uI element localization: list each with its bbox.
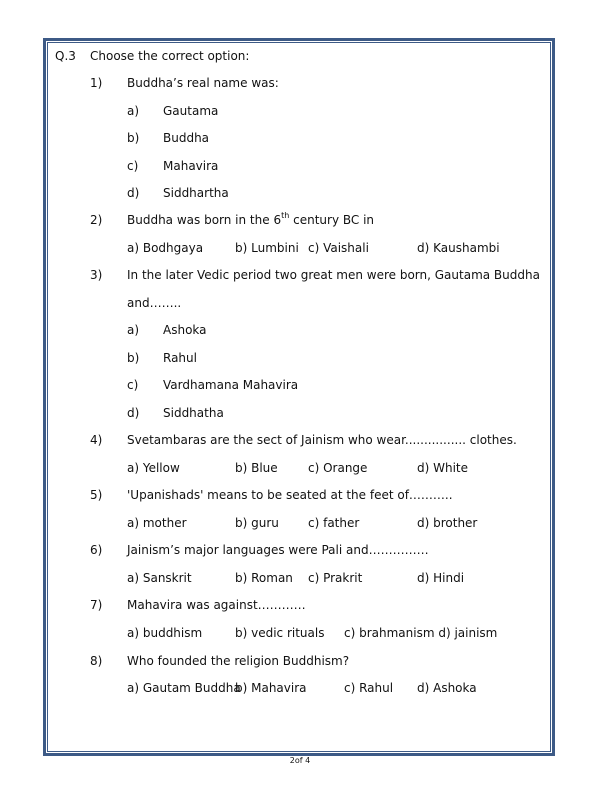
option: b) Lumbini (235, 241, 299, 255)
option: d) Kaushambi (417, 241, 500, 255)
option-text: Vardhamana Mahavira (163, 378, 299, 392)
option-letter: d) (127, 406, 140, 420)
option-text: Mahavira (163, 159, 219, 173)
superscript: th (281, 211, 290, 220)
option: a) mother (127, 516, 187, 530)
option-letter: b) (127, 131, 140, 145)
question-number: 1) (90, 76, 103, 90)
option-letter: b) (127, 351, 140, 365)
option: c) Prakrit (308, 571, 363, 585)
option: a) Yellow (127, 461, 180, 475)
option: a) Bodhgaya (127, 241, 204, 255)
question-text: Who founded the religion Buddhism? (127, 654, 350, 668)
option: a) buddhism (127, 626, 203, 640)
question-text: Buddha’s real name was: (127, 76, 279, 90)
option-letter: a) (127, 104, 140, 118)
option: c) father (308, 516, 360, 530)
option: c) Vaishali (308, 241, 369, 255)
question-text: 'Upanishads' means to be seated at the feet of……….. (127, 488, 453, 502)
option: d) White (417, 461, 469, 475)
question-text: In the later Vedic period two great men were born, Gautama Buddha (127, 268, 540, 282)
option-letter: a) (127, 323, 140, 337)
page-number: 2of 4 (289, 756, 311, 765)
question-text: Buddha was born in the 6th century BC in (127, 211, 375, 227)
question-number: 4) (90, 433, 103, 447)
question-text-continued: and…….. (127, 296, 182, 310)
option-text: Gautama (163, 104, 219, 118)
option: b) vedic rituals (235, 626, 325, 640)
section-instruction: Choose the correct option: (90, 49, 250, 63)
option: b) guru (235, 516, 279, 530)
option-letter: c) (127, 378, 139, 392)
question-text: Jainism’s major languages were Pali and…………… (127, 543, 429, 557)
option-letter: d) (127, 186, 140, 200)
question-text: Svetambaras are the sect of Jainism who wear................ clothes. (127, 433, 517, 447)
option: d) Hindi (417, 571, 465, 585)
option: a) Sanskrit (127, 571, 192, 585)
question-number: 2) (90, 213, 103, 227)
question-number: 6) (90, 543, 103, 557)
question-number: 8) (90, 654, 103, 668)
option: a) Gautam Buddha (127, 681, 241, 695)
option: d) brother (417, 516, 478, 530)
option: b) Roman (235, 571, 293, 585)
question-number: 3) (90, 268, 103, 282)
option-text: Siddhartha (163, 186, 229, 200)
page-border-inner (47, 42, 551, 752)
option: b) Blue (235, 461, 278, 475)
question-text: Mahavira was against………… (127, 598, 306, 612)
option-text: Siddhatha (163, 406, 224, 420)
option-text: Buddha (163, 131, 210, 145)
question-number: 7) (90, 598, 103, 612)
section-label: Q.3 (55, 49, 76, 63)
option: b) Mahavira (235, 681, 307, 695)
option: c) Rahul (344, 681, 394, 695)
question-number: 5) (90, 488, 103, 502)
option: c) Orange (308, 461, 368, 475)
option: c) brahmanism d) jainism (344, 626, 498, 640)
option-letter: c) (127, 159, 139, 173)
option: d) Ashoka (417, 681, 477, 695)
option-text: Rahul (163, 351, 197, 365)
option-text: Ashoka (163, 323, 207, 337)
